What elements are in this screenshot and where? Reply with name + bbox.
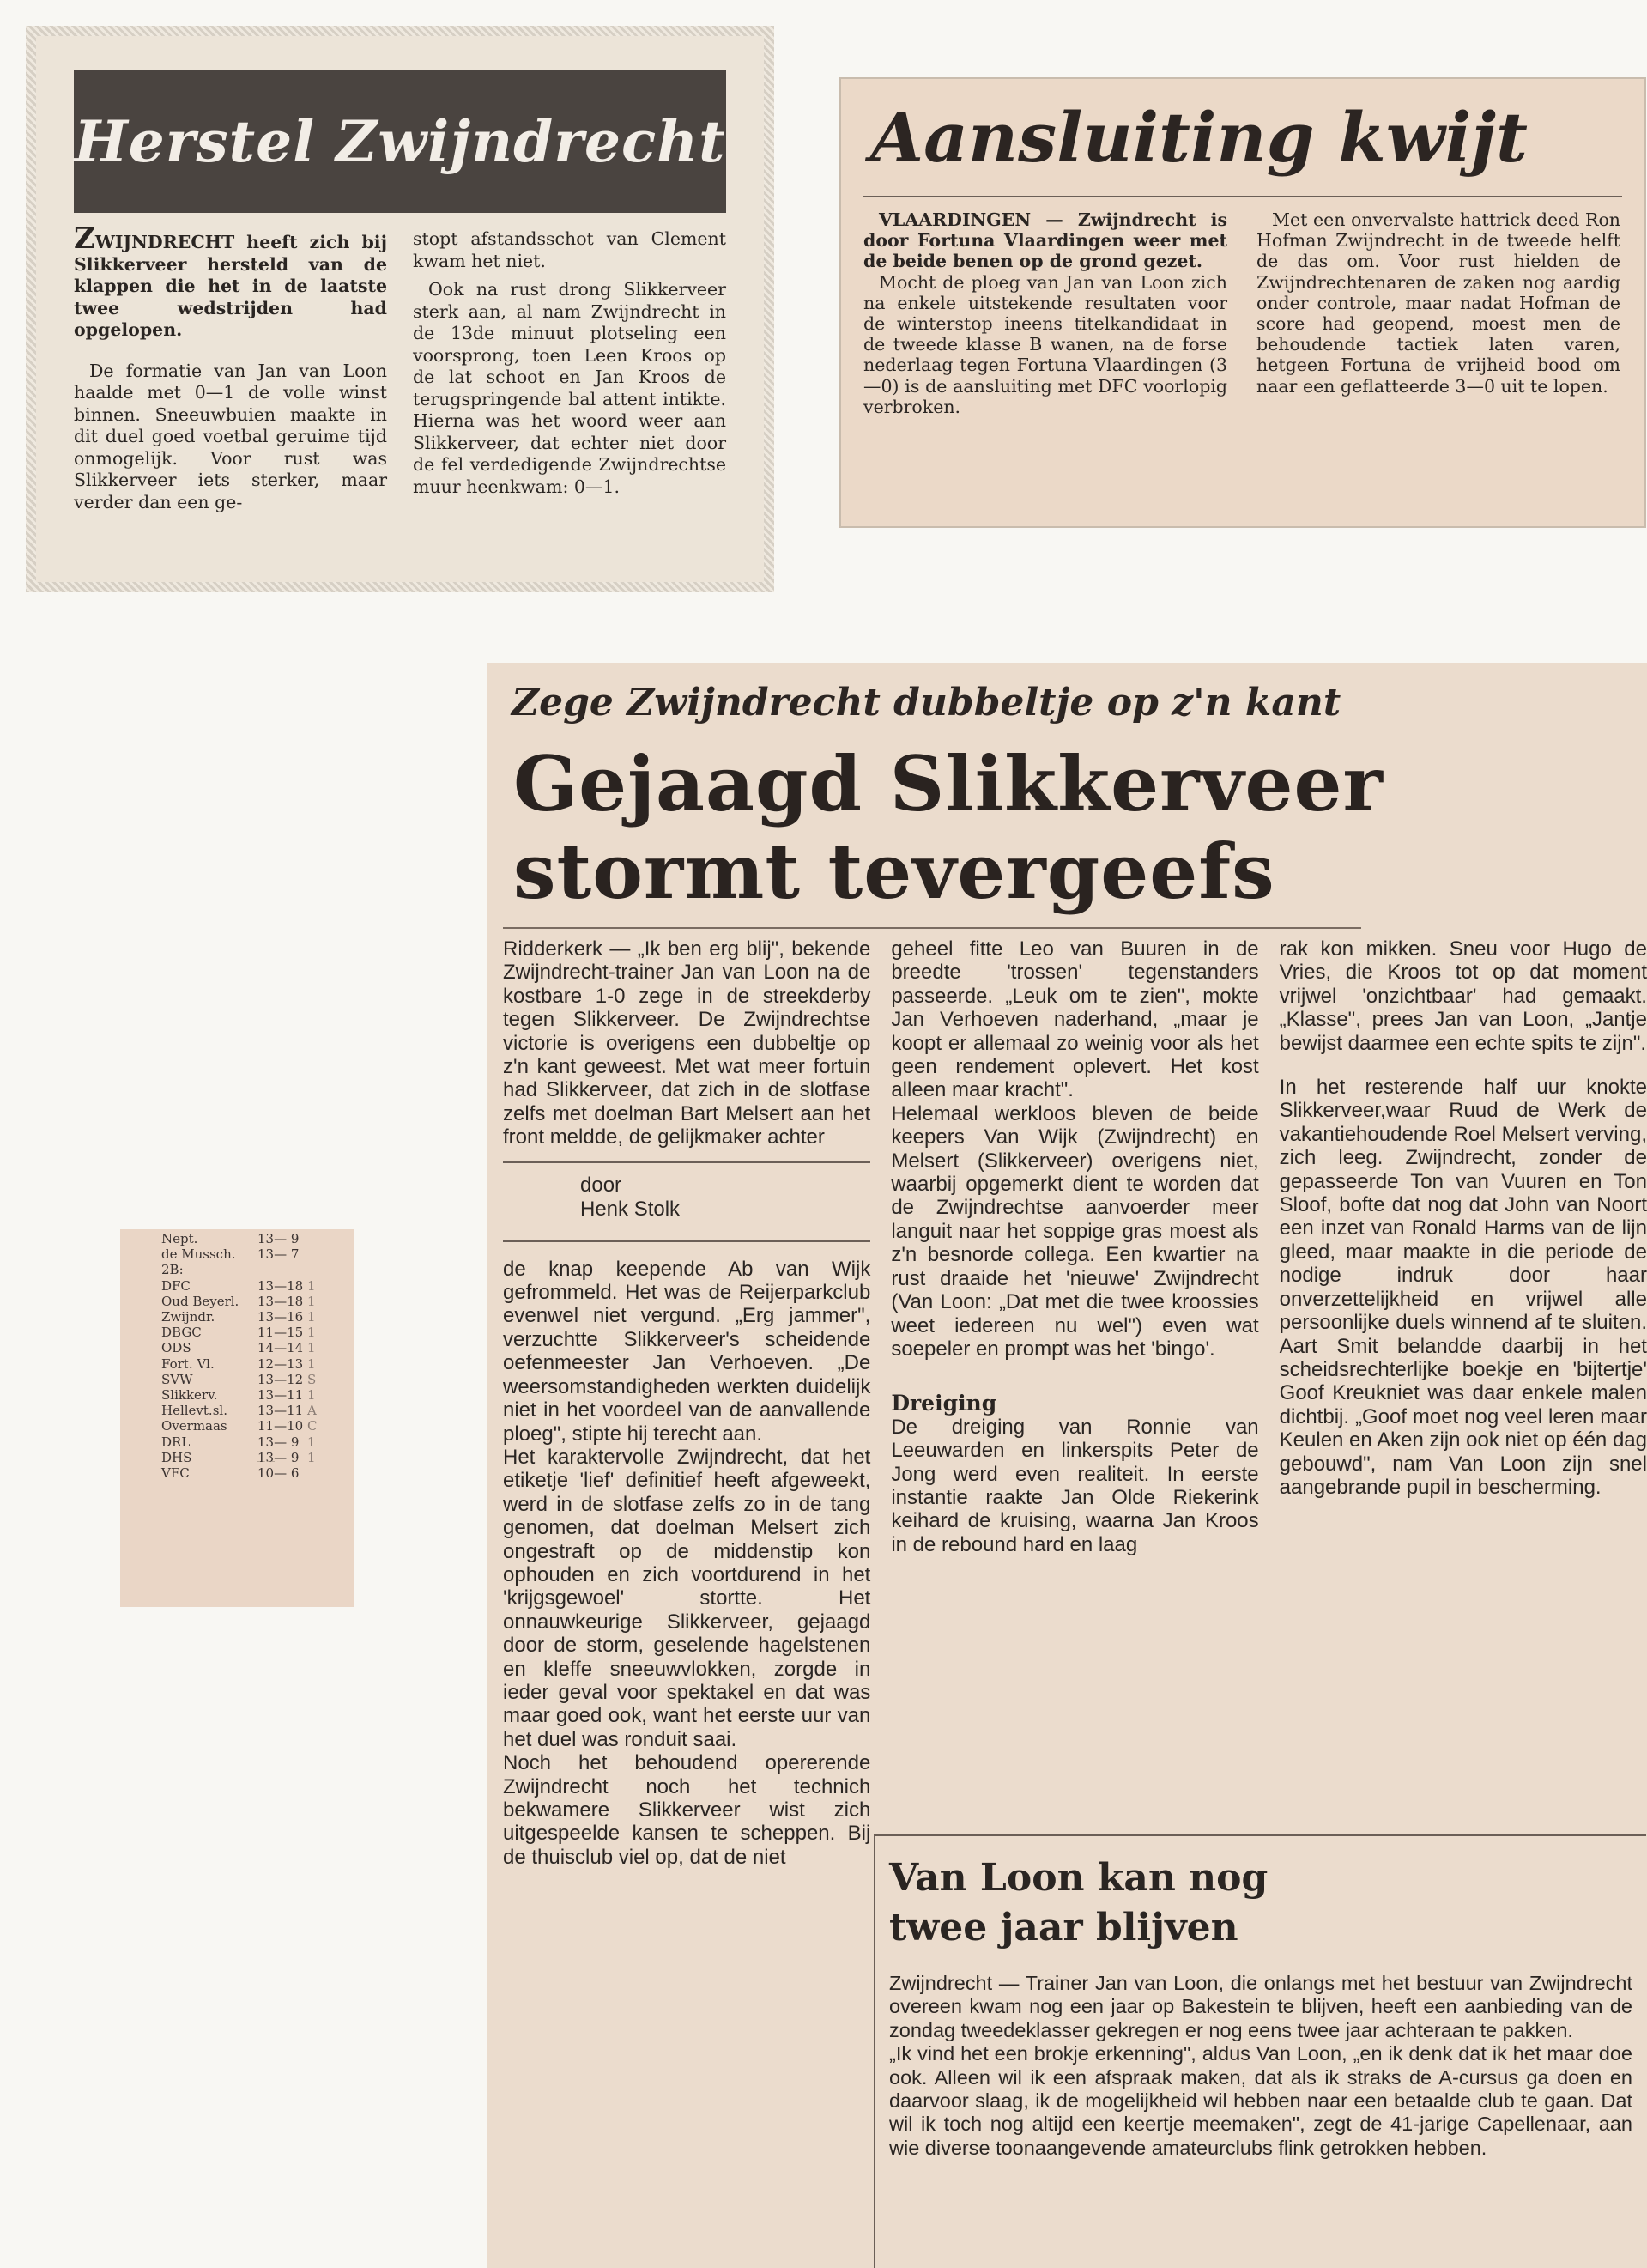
lead-paragraph: VLAARDINGEN — Zwijndrecht is door Fortuna Vlaardingen weer met de beide benen op de grond gezet. xyxy=(863,209,1227,272)
score-cell: 13—11 xyxy=(257,1387,304,1404)
score-cell: 12—13 xyxy=(257,1355,304,1372)
team-cell: DFC xyxy=(161,1277,191,1294)
team-cell: Hellevt.sl. xyxy=(161,1403,227,1419)
cut-off-cell: C xyxy=(307,1418,318,1434)
cut-off-cell: 1 xyxy=(307,1309,316,1325)
cut-off-cell xyxy=(307,1231,324,1246)
table-row xyxy=(161,1403,354,1418)
score-cell xyxy=(257,1262,307,1277)
paragraph: geheel fitte Leo van Buuren in de breedte 'trossen' tegenstanders passeerde. „Leuk om te zien", mokte Jan Verhoeven naderhand, „maar je koopt er allemaal zo weinig voor als het geen rendement oplevert. Het kost alleen maar kracht". xyxy=(891,937,1259,1102)
sidebar-title-line-1: Van Loon kan nog xyxy=(889,1856,1269,1900)
column-2 xyxy=(1256,209,1620,417)
score-cell: 11—10 xyxy=(257,1418,304,1434)
paragraph: De dreiging van Ronnie van Leeuwarden en linkerspits Peter de Jong werd even realiteit. In eerste instantie raakte Jan Olde Riekerink keihard de kruising, waarna Jan Kroos in de rebound hard en laag xyxy=(891,1415,1259,1556)
team-cell: DRL xyxy=(161,1434,191,1450)
table-row xyxy=(161,1231,354,1246)
paper-crease xyxy=(257,1461,275,1469)
clipping-gejaagd-slikkerveer xyxy=(487,663,1647,2268)
team-cell: de Mussch. xyxy=(161,1246,236,1263)
sidebar-body xyxy=(889,1972,1632,2160)
cut-off-cell: 1 xyxy=(307,1449,316,1465)
team-cell: Fort. Vl. xyxy=(161,1355,215,1372)
cut-off-cell: A xyxy=(307,1403,317,1419)
score-cell: 13—12 xyxy=(257,1371,304,1387)
score-cell: 13— 9 xyxy=(257,1434,300,1450)
score-cell: 13—18 xyxy=(257,1277,304,1294)
divider xyxy=(863,196,1622,197)
team-cell: VFC xyxy=(161,1465,190,1482)
paragraph: de knap keepende Ab van Wijk gefrommeld. Het was de Reijerparkclub evenwel niet vergund. „Erg jammer", verzuchtte Slikkerveer's scheidende oefenmeester Jan Verhoeven. „De weersomstandigheden werkten duidelijk niet in het voordeel van de aanvallende ploeg", stipte hij terecht aan. xyxy=(503,1257,871,1446)
cut-off-cell: 1 xyxy=(307,1277,316,1294)
column-2 xyxy=(413,228,726,520)
table-row xyxy=(161,1294,354,1309)
cut-off-cell: 1 xyxy=(307,1355,316,1372)
score-cell: 13—16 xyxy=(257,1309,304,1325)
score-cell: 13—18 xyxy=(257,1293,304,1309)
table-row xyxy=(161,1278,354,1294)
column-2 xyxy=(891,937,1258,1869)
table-row xyxy=(161,1434,354,1450)
paragraph: Ook na rust drong Slikkerveer sterk aan, al nam Zwijndrecht in de 13de minuut plotseling een voorsprong, toen Leen Kroos op de lat schoot en Jan Kroos de terugspringende bal attent intikte. Hierna was het woord weer aan Slikkerveer, dat echter niet door de fel verdedigende Zwijndrechtse muur heenkwam: 0—1. xyxy=(413,279,726,497)
paragraph: Mocht de ploeg van Jan van Loon zich na enkele uitstekende resultaten voor de winterstop ineens titelkandidaat in de tweede klasse B wanen, na de forse nederlaag tegen Fortuna Vlaardingen (3—0) is de aansluiting met DFC voorlopig verbroken. xyxy=(863,271,1227,417)
team-cell: Slikkerv. xyxy=(161,1387,218,1404)
sidebar-box xyxy=(874,1834,1646,2268)
cut-off-cell: 1 xyxy=(307,1434,316,1450)
cut-off-cell: 1 xyxy=(307,1293,316,1309)
table-row xyxy=(161,1340,354,1355)
paragraph: Ridderkerk — „Ik ben erg blij", bekende Zwijndrecht-trainer Jan van Loon na de kostbare 1-0 zege in de streekderby tegen Slikkerveer. De Zwijndrechtse victorie is overigens een dubbeltje op z'n kant geweest. Met wat meer fortuin had Slikkerveer, dat zich in de slotfase zelfs met doelman Bart Melsert aan het front meldde, de gelijkmaker achter xyxy=(503,937,871,1149)
cut-off-cell: S xyxy=(307,1371,317,1387)
cut-off-cell xyxy=(307,1246,324,1262)
paragraph: De formatie van Jan van Loon haalde met 0—1 de volle winst binnen. Sneeuwbuien maakte in dit duel goed voetbal geruime tijd onmogelijk. Voor rust was Slikkerveer iets sterker, maar verder dan een ge- xyxy=(74,360,387,512)
score-cell: 13— 7 xyxy=(257,1246,300,1263)
divider xyxy=(503,927,1361,929)
standings-rows xyxy=(161,1231,354,1481)
paragraph: „Ik vind het een brokje erkenning", aldus Van Loon, „en ik denk dat ik het maar doe ook. Alleen wil ik een afspraak maken, dat als ik straks de A-cursus ga doen en daarvoor slaag, ik de mogelijkheid wil hebben naar een betaalde club te gaan. Dat wil ik toch nog altijd een keertje meemaken", zegt de 41-jarige Capellenaar, aan wie diverse toonaangevende amateurclubs flink getrokken hebben. xyxy=(889,2042,1632,2159)
clipping-herstel-zwijndrecht xyxy=(26,26,774,592)
divider xyxy=(503,1240,870,1242)
table-row xyxy=(161,1325,354,1340)
table-row xyxy=(161,1387,354,1403)
team-cell: SVW xyxy=(161,1371,193,1387)
clipping-paper xyxy=(36,36,764,582)
score-cell: 13—11 xyxy=(257,1403,304,1419)
cut-off-cell: 1 xyxy=(307,1387,316,1404)
column-1 xyxy=(503,937,870,1869)
paragraph: Helemaal werkloos bleven de beide keepers Van Wijk (Zwijndrecht) en Melsert (Slikkerveer) overigens niet, waarbij opgemerkt dient te worden dat de Zwijndrechtse aanvoerder meer languit naar het soppige gras moest als z'n besnorde collega. Een kwartier na rust draaide het 'nieuwe' Zwijndrecht (Van Loon: „Dat met die twee kroossies weet iedereen nu wel") even wat soepeler en prompt was het 'bingo'. xyxy=(891,1101,1259,1361)
paragraph: Het karaktervolle Zwijndrecht, dat het etiketje 'lief' definitief heeft afgeweekt, werd in de slotfase zelfs zo in de tang genomen, dat doelman Melsert zich ongestraft op de middenstip kon ophouden en zich voortdurend in het 'krijgsgewoel' stortte. Het onnauwkeurige Slikkerveer, gejaagd door de storm, geselende hagelstenen en kleffe sneeuwvlokken, zorgde in ieder geval voor spektakel en dat was maar goed ook, want het eerste uur van het duel was ronduit saai. xyxy=(503,1445,871,1751)
headline: Herstel Zwijndrecht xyxy=(74,70,726,213)
table-row xyxy=(161,1418,354,1434)
paragraph: Noch het behoudend opererende Zwijndrecht noch het technich bekwamere Slikkerveer wist zich uitgespeelde kansen te scheppen. Bij de thuisclub viel op, dat de niet xyxy=(503,1751,871,1869)
headline xyxy=(503,740,1647,915)
column-3 xyxy=(1280,937,1647,1869)
clipping-standings-table xyxy=(120,1229,354,1607)
subheading: Dreiging xyxy=(891,1391,997,1416)
paragraph: stopt afstandsschot van Clement kwam het niet. xyxy=(413,228,726,271)
article-columns xyxy=(74,221,726,520)
sidebar-title-line-2: twee jaar blijven xyxy=(889,1906,1238,1950)
article-columns xyxy=(503,937,1647,1869)
cut-off-cell: 1 xyxy=(307,1340,316,1356)
article-columns xyxy=(863,209,1622,417)
team-cell: DBGC xyxy=(161,1325,202,1341)
lead-paragraph xyxy=(74,221,387,342)
table-row xyxy=(161,1262,354,1277)
score-cell: 14—14 xyxy=(257,1340,304,1356)
cut-off-cell xyxy=(307,1465,324,1481)
kicker: Zege Zwijndrecht dubbeltje op z'n kant xyxy=(512,681,1341,725)
cut-off-cell: 1 xyxy=(307,1325,316,1341)
clipping-aansluiting-kwijt xyxy=(839,77,1646,528)
score-cell: 13— 9 xyxy=(257,1449,300,1465)
column-1 xyxy=(74,221,387,520)
table-row xyxy=(161,1309,354,1325)
score-cell: 10— 6 xyxy=(257,1465,300,1482)
headline-line-1: Gejaagd Slikkerveer xyxy=(513,739,1384,828)
team-cell: Zwijndr. xyxy=(161,1309,215,1325)
byline-name: Henk Stolk xyxy=(580,1197,681,1221)
team-cell: 2B: xyxy=(161,1262,184,1278)
team-cell: Oud Beyerl. xyxy=(161,1293,239,1309)
lead-text: WIJNDRECHT heeft zich bij Slikkerveer hersteld van de klappen die het in de laatste twee wedstrijden had opgelopen. xyxy=(74,232,387,340)
paragraph: Met een onvervalste hattrick deed Ron Hofman Zwijndrecht in de tweede helft de das om. Voor rust hielden de Zwijndrechtenaren de zaken nog aardig onder controle, maar nadat Hofman de score had geopend, moest men de behoudende tactiek laten varen, hetgeen Fortuna de vrijheid bood om naar een geflatteerde 3—0 uit te lopen. xyxy=(1256,209,1620,397)
score-cell: 13— 9 xyxy=(257,1231,300,1246)
byline xyxy=(503,1161,870,1232)
column-1 xyxy=(863,209,1227,417)
cut-off-cell xyxy=(307,1262,324,1277)
paragraph: In het resterende half uur knokte Slikkerveer,waar Ruud de Werk de vakantiehoudende Roel Melsert verving, zich leeg. Zwijndrecht, zonder de gepasseerde Ton van Vuuren en Ton Sloof, bofte dat nog dat John van Noort een inzet van Ronald Harms van de lijn gleed, maar maakte in die periode de nodige indruk door haar onverzettelijkheid en vrijwel alle persoonlijke duels winnend af te sluiten. Aart Smit belandde daarbij in het scheidsrechterlijke boekje en 'bijtertje' Goof Kreukniet was daar enkele malen dichtbij. „Goof moet nog veel leren maar Keulen en Aken zijn ook niet op één dag gebouwd", nam Van Loon zijn snel aangebrande pupil in bescherming. xyxy=(1279,1076,1647,1499)
headline: Aansluiting kwijt xyxy=(870,97,1528,178)
paragraph: Zwijndrecht — Trainer Jan van Loon, die onlangs met het bestuur van Zwijndrecht overeen kwam nog een jaar op Bakestein te blijven, heeft een aanbieding van de zondag tweedeklasser gekregen er nog eens twee jaar achteraan te pakken. xyxy=(889,1972,1632,2041)
table-row xyxy=(161,1246,354,1262)
paragraph: rak kon mikken. Sneu voor Hugo de Vries, die Kroos tot op dat moment vrijwel 'onzichtbaar' had gemaakt. „Klasse", prees Jan van Loon, „Jantje bewijst daarmee een echte spits te zijn". xyxy=(1279,937,1647,1055)
byline-label: door xyxy=(580,1173,622,1197)
team-cell: Overmaas xyxy=(161,1418,227,1434)
table-row xyxy=(161,1356,354,1372)
table-row xyxy=(161,1372,354,1387)
sidebar-title xyxy=(889,1853,1646,1953)
score-cell: 11—15 xyxy=(257,1325,304,1341)
team-cell: DHS xyxy=(161,1449,192,1465)
team-cell: ODS xyxy=(161,1340,191,1356)
headline-line-2: stormt tevergeefs xyxy=(513,827,1275,916)
dropcap: Z xyxy=(74,221,95,256)
team-cell: Nept. xyxy=(161,1231,198,1246)
